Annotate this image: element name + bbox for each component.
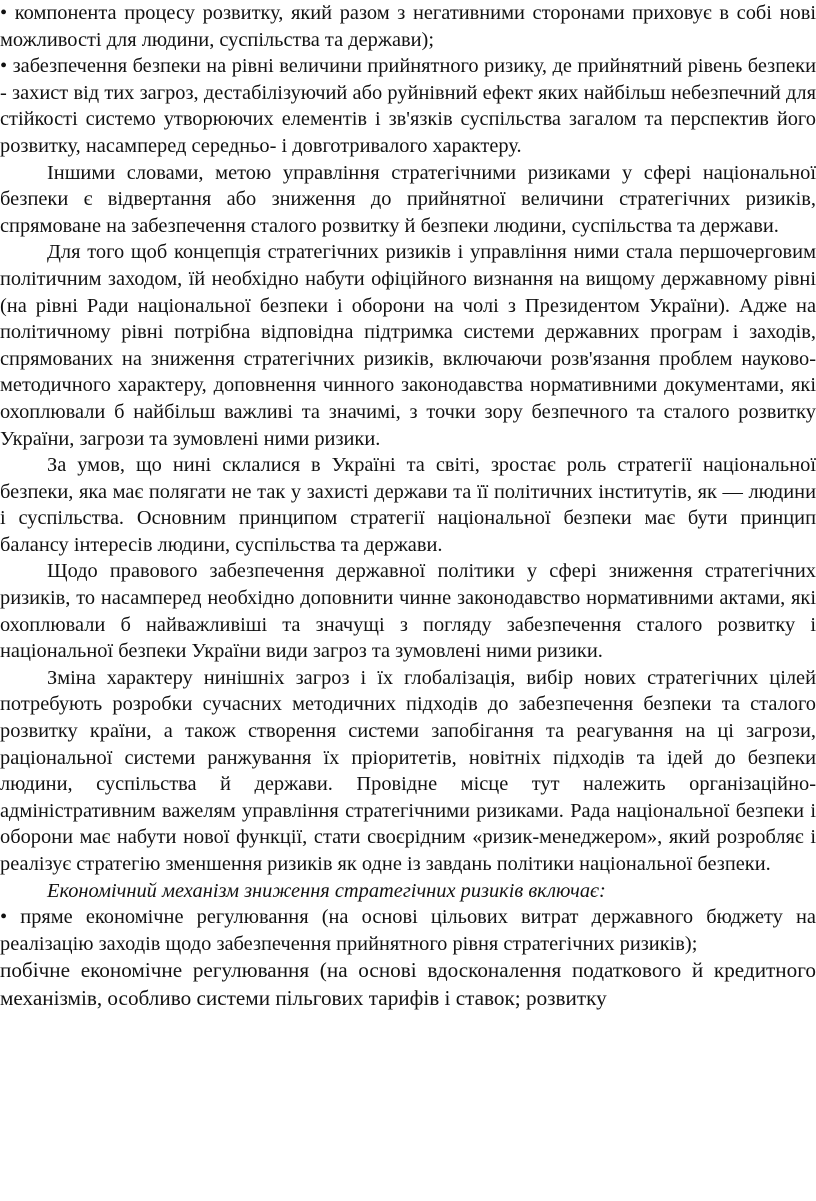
paragraph-concept: Для того щоб концепція стратегічних ризиків і управління ними стала першочерговим політичним заходом, їй необхідно набути офіційного визнання на вищому державному рівні (на рівні Ради національної безпеки і оборони на чолі з Президентом України). Адже на політичному рівні потрібна відповідна підтримка системи державних програм і заходів, спрямованих на зниження стратегічних ризиків, включаючи розв'язання проблем науково-методичного характеру, доповнення чинного законодавства нормативними документами, які охоплювали б найбільш важливі та значимі, з точки зору безпечного та сталого розвитку України, загрози та зумовлені ними ризики. (0, 241, 816, 450)
bullet-paragraph-component: • компонента процесу розвитку, який разом з негативними сторонами приховує в собі нові можливості для людини, суспільства та держави); (0, 2, 816, 51)
paragraph-legal-support: Щодо правового забезпечення державної політики у сфері зниження стратегічних ризиків, то насамперед необхідно доповнити чинне законодавство нормативними актами, які охоплювали б найважливіші та значущі з погляду забезпечення сталого розвитку і національної безпеки України види загроз та зумовлені ними ризики. (0, 560, 816, 663)
paragraph-threats-change: Зміна характеру нинішніх загроз і їх глобалізація, вибір нових стратегічних цілей потребують розробки сучасних методичних підходів до забезпечення безпеки та сталого розвитку країни, а також створення системи запобігання та реагування на ці загрози, раціональної системи ранжування їх пріоритетів, новітніх підходів та ідей до безпеки людини, суспільства й держави. Провідне місце тут належить організаційно-адміністративним важелям управління стратегічними ризиками. Рада національної безпеки і оборони має набути нової функції, стати своєрідним «ризик-менеджером», який розробляє і реалізує стратегію зменшення ризиків як одне із завдань політики національної безпеки. (0, 666, 816, 875)
paragraph-indirect-regulation: побічне економічне регулювання (на основі вдосконалення податкового й кредитного механізмів, особливо системи пільгових тарифів і ставок; розвитку (0, 958, 816, 1010)
paragraph-economic-mechanism-heading: Економічний механізм зниження стратегічних ризиків включає: (47, 879, 606, 902)
paragraph-goal: Іншими словами, метою управління стратегічними ризиками у сфері національної безпеки є відвертання або зниження до прийнятної величини стратегічних ризиків, спрямоване на забезпечення сталого розвитку й безпеки людини, суспільства та держави. (0, 161, 816, 237)
bullet-paragraph-direct-regulation: • пряме економічне регулювання (на основі цільових витрат державного бюджету на реалізацію заходів щодо забезпечення прийнятного рівня стратегічних ризиків); (0, 906, 816, 955)
bullet-paragraph-security: • забезпечення безпеки на рівні величини прийнятного ризику, де прийнятний рівень безпеки - захист від тих загроз, дестабілізуючий або руйнівний ефект яких найбільш небезпечний для стійкості системо утворюючих елементів і зв'язків суспільства загалом та перспектив його розвитку, насамперед середньо- і довготривалого характеру. (0, 55, 816, 157)
paragraph-strategy-role: За умов, що нині склалися в Україні та світі, зростає роль стратегії національної безпеки, яка має полягати не так у захисті держави та її політичних інститутів, як — людини і суспільства. Основним принципом стратегії національної безпеки має бути принцип балансу інтересів людини, суспільства та держави. (0, 454, 816, 556)
